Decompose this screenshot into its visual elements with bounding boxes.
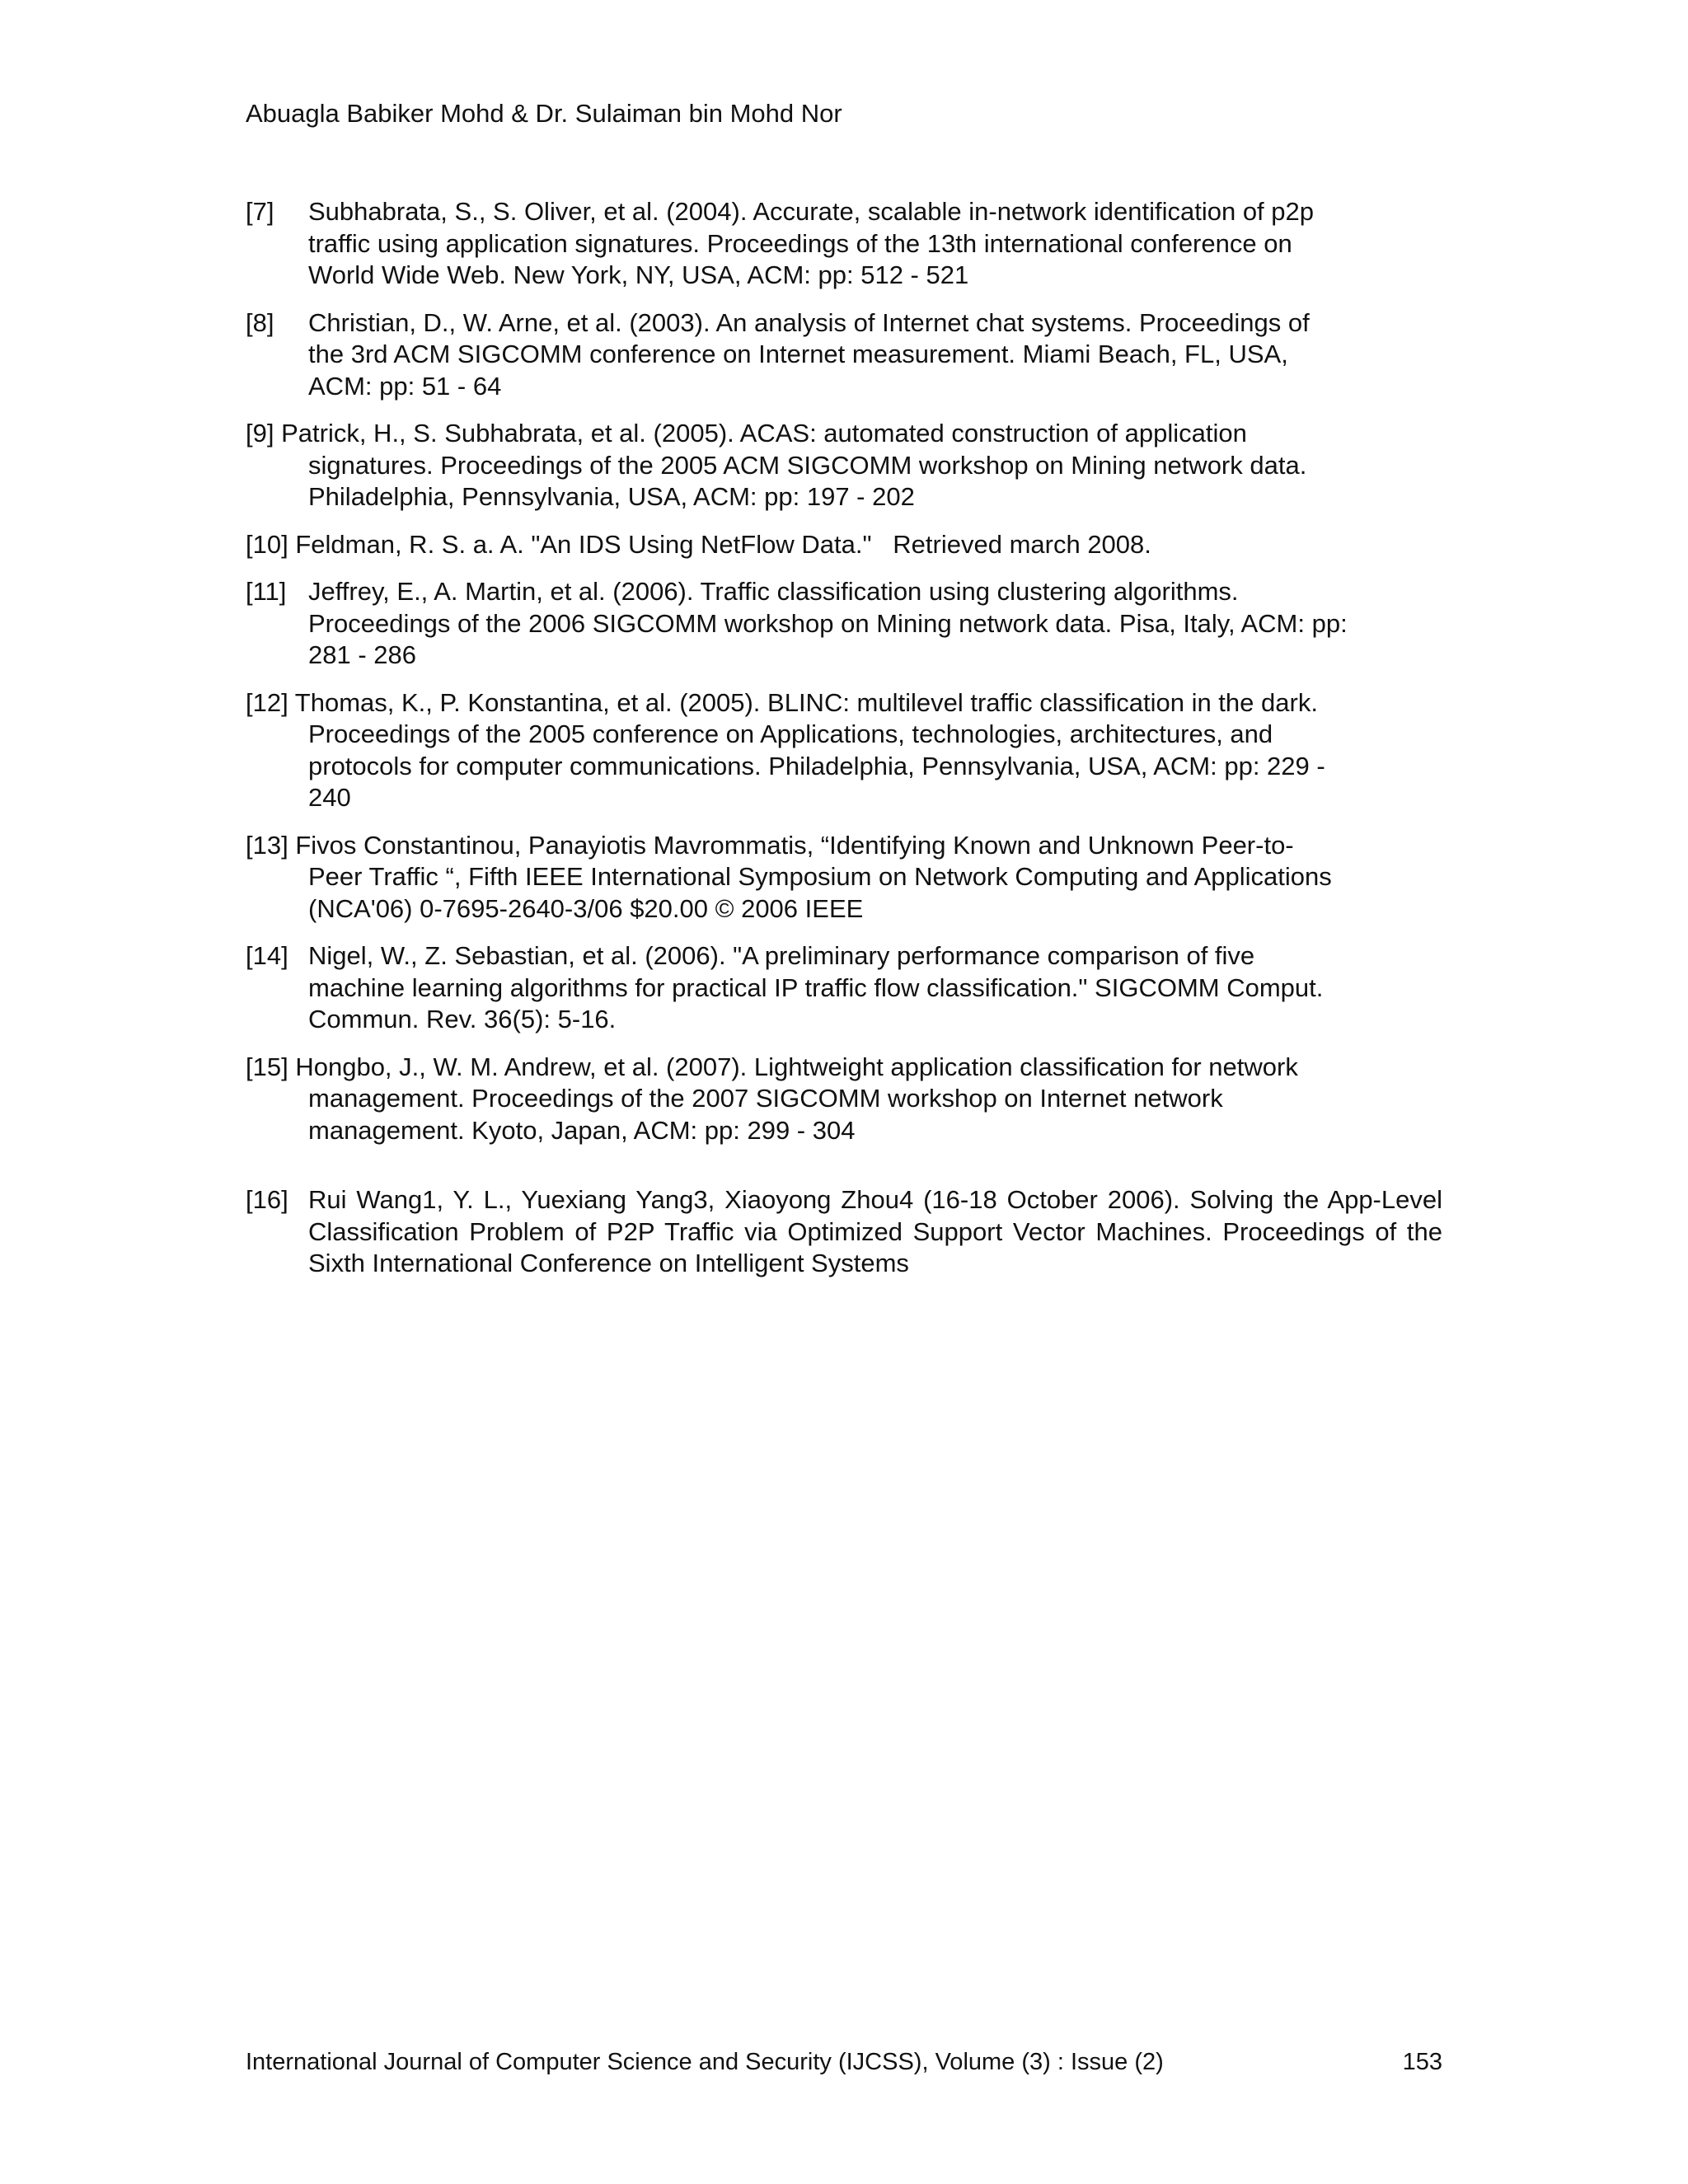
reference-line: Proceedings of the 2006 SIGCOMM workshop on Mining network data. Pisa, Italy, ACM: pp: <box>308 608 1348 638</box>
reference-first-line <box>246 687 1442 719</box>
page-number: 153 <box>1402 2049 1442 2075</box>
reference-number: [9] <box>246 419 274 448</box>
reference-line: Nigel, W., Z. Sebastian, et al. (2006). "A preliminary performance comparison of five <box>308 941 1255 970</box>
reference-item <box>246 529 1442 561</box>
running-header-authors: Abuagla Babiker Mohd & Dr. Sulaiman bin Mohd Nor <box>246 99 842 128</box>
reference-line: Christian, D., W. Arne, et al. (2003). An analysis of Internet chat systems. Proceedings of <box>308 307 1310 337</box>
reference-line: 281 - 286 <box>308 640 416 669</box>
reference-line: Feldman, R. S. a. A. "An IDS Using NetFlow Data." Retrieved march 2008. <box>295 529 1151 559</box>
reference-first-line <box>246 830 1442 862</box>
reference-line: Hongbo, J., W. M. Andrew, et al. (2007). Lightweight application classification for network <box>295 1052 1298 1081</box>
reference-first-line <box>246 418 1442 450</box>
reference-line: Subhabrata, S., S. Oliver, et al. (2004). Accurate, scalable in-network identification of p2p <box>308 197 1315 226</box>
reference-line: World Wide Web. New York, NY, USA, ACM: pp: 512 - 521 <box>308 260 969 289</box>
reference-line: the 3rd ACM SIGCOMM conference on Internet measurement. Miami Beach, FL, USA, <box>308 340 1288 368</box>
reference-line: Fivos Constantinou, Panayiotis Mavrommatis, “Identifying Known and Unknown Peer-to- <box>295 830 1294 860</box>
reference-item <box>246 687 1442 814</box>
reference-number: [16] <box>246 1185 288 1214</box>
reference-number: [7] <box>246 197 274 226</box>
reference-number: [10] <box>246 529 288 559</box>
reference-item <box>246 196 1442 292</box>
reference-number: [14] <box>246 941 288 970</box>
reference-line: Commun. Rev. 36(5): 5-16. <box>308 1005 617 1033</box>
reference-item <box>246 1184 1442 1280</box>
footer-journal-title: International Journal of Computer Science and Security (IJCSS), Volume (3) : Issue (2) <box>246 2049 1164 2075</box>
reference-line: Philadelphia, Pennsylvania, USA, ACM: pp: 197 - 202 <box>308 482 915 511</box>
reference-line: ACM: pp: 51 - 64 <box>308 371 502 401</box>
reference-line: traffic using application signatures. Proceedings of the 13th international conference on <box>308 228 1292 258</box>
reference-line: machine learning algorithms for practical IP traffic flow classification." SIGCOMM Comput. <box>308 972 1324 1002</box>
reference-line: signatures. Proceedings of the 2005 ACM SIGCOMM workshop on Mining network data. <box>308 450 1307 480</box>
reference-text: Rui Wang1, Y. L., Yuexiang Yang3, Xiaoyong Zhou4 (16-18 October 2006). Solving the App-Level Classification Problem of P2P Traffic via Optimized Support Vector Machines. Proceedings of the Sixth International Conference on Intelligent Systems <box>308 1185 1442 1277</box>
reference-number: [8] <box>246 307 274 337</box>
reference-item <box>246 940 1442 1036</box>
reference-line: management. Proceedings of the 2007 SIGCOMM workshop on Internet network <box>308 1084 1223 1113</box>
references-list <box>246 196 1442 1296</box>
reference-item <box>246 307 1442 403</box>
reference-first-line <box>246 1052 1442 1084</box>
reference-number: [13] <box>246 830 288 860</box>
reference-number: [12] <box>246 687 288 717</box>
reference-line: management. Kyoto, Japan, ACM: pp: 299 - 304 <box>308 1115 856 1145</box>
reference-item <box>246 418 1442 513</box>
reference-item <box>246 1052 1442 1147</box>
reference-line: 240 <box>308 783 351 812</box>
reference-number: [11] <box>246 577 287 606</box>
reference-item <box>246 576 1442 672</box>
reference-line: Jeffrey, E., A. Martin, et al. (2006). Traffic classification using clustering algorithms. <box>308 577 1239 606</box>
reference-line: protocols for computer communications. Philadelphia, Pennsylvania, USA, ACM: pp: 229 - <box>308 751 1325 780</box>
reference-item <box>246 830 1442 926</box>
reference-number: [15] <box>246 1052 288 1081</box>
reference-line: Peer Traffic “, Fifth IEEE International Symposium on Network Computing and Applications <box>308 862 1332 891</box>
reference-line: Thomas, K., P. Konstantina, et al. (2005). BLINC: multilevel traffic classification in the dark. <box>294 687 1318 717</box>
reference-line: (NCA'06) 0-7695-2640-3/06 $20.00 © 2006 IEEE <box>308 893 864 923</box>
reference-line: Patrick, H., S. Subhabrata, et al. (2005). ACAS: automated construction of application <box>281 419 1247 448</box>
reference-line: Proceedings of the 2005 conference on Applications, technologies, architectures, and <box>308 719 1273 748</box>
reference-first-line <box>246 529 1442 561</box>
